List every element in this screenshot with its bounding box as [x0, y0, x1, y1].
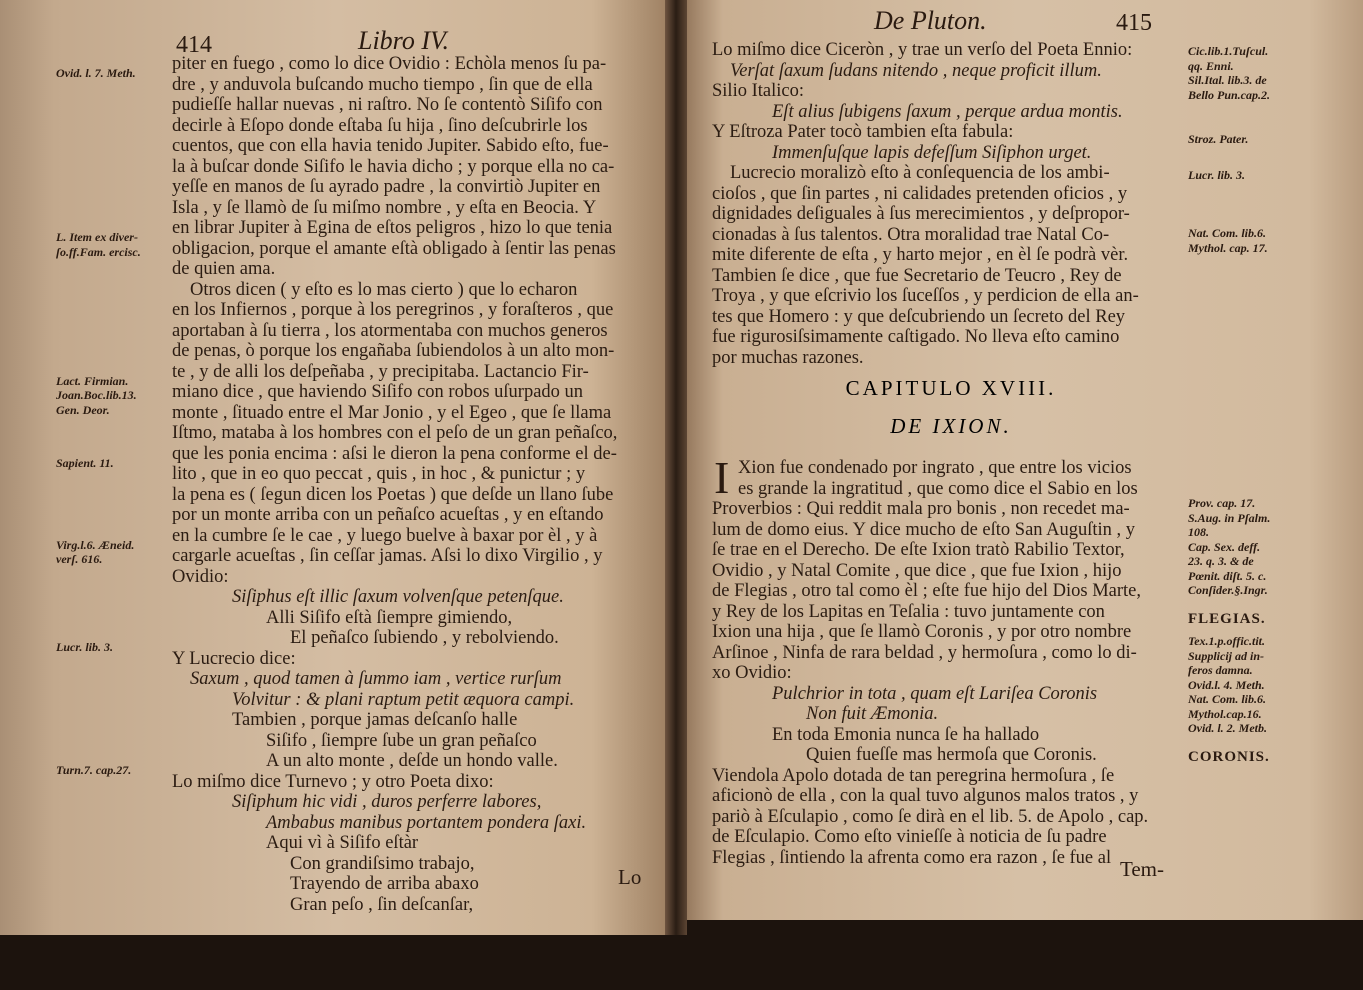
- text-line: Xion fue condenado por ingrato , que entre los vicios: [738, 458, 1132, 478]
- text-line: mite diferente de eſta , y harto mejor , en èl ſe podrà vèr.: [712, 245, 1129, 265]
- right-body-text-bottom: [712, 452, 1190, 868]
- text-line: Isla , y ſe llamò de ſu miſmo nombre , y eſta en Beocia. Y: [172, 197, 597, 218]
- text-line: Ovidio , y Natal Comite , que dice , que fue Ixion , hijo: [712, 560, 1122, 581]
- text-line: Immenſuſque lapis defeſſum Siſiphon urget.: [772, 142, 1092, 163]
- text-line: cargarle acueſtas , ſin ceſſar jamas. Aſsi lo dixo Virgilio , y: [172, 546, 603, 566]
- text-line: Tambien ſe dice , que fue Secretario de Teucro , Rey de: [712, 265, 1122, 286]
- text-line: monte , ſituado entre el Mar Jonio , y el Egeo , que ſe llama: [172, 402, 612, 423]
- text-line: pudieſſe hallar nuevas , ni raſtro. No ſe contentò Siſifo con: [172, 95, 603, 115]
- text-line: Lo miſmo dice Turnevo ; y otro Poeta dixo:: [172, 771, 494, 792]
- text-line: que les ponia encima : aſsi le dieron la pena conforme el de-: [172, 443, 617, 464]
- text-line: la pena es ( ſegun dicen los Poetas ) que deſde un llano ſube: [172, 484, 614, 505]
- text-line: Tambien , porque jamas deſcanſo halle: [232, 710, 518, 730]
- left-running-head: Libro IV.: [358, 26, 450, 55]
- text-line: de Flegias , otro tal como èl ; eſte fue hijo del Dios Marte,: [712, 581, 1141, 601]
- text-line: Proverbios : Qui reddit mala pro bonis , non recedet ma-: [712, 499, 1130, 519]
- text-line: miano dice , que haviendo Siſifo con robos uſurpado un: [172, 382, 584, 402]
- right-catchword: Tem-: [1120, 857, 1165, 881]
- text-line: lito , que in eo quo peccat , quis , in hoc , & punictur ; y: [172, 464, 586, 484]
- margin-note: Stroz. Pater.: [1188, 132, 1249, 146]
- margin-note: Cic.lib.1.Tuſcul. qq. Enni. Sil.Ital. lib.3. de Bello Pun.cap.2.: [1188, 44, 1271, 102]
- text-line: Volvitur : & plani raptum petit æquora campi.: [232, 689, 575, 710]
- text-line: En toda Emonia nunca ſe ha hallado: [772, 724, 1040, 745]
- text-line: te , y de alli los deſpeñaba , y precipitaba. Lactancio Fir-: [172, 361, 589, 382]
- margin-note: Tex.1.p.offic.tit. Supplicij ad in- feros damna. Ovid.l. 4. Meth. Nat. Com. lib.6. Mythol.cap.16. Ovid. l. 2. Metb.: [1188, 634, 1267, 735]
- right-page: [682, 0, 1363, 920]
- text-line: Siſifo , ſiempre ſube un gran peñaſco: [266, 730, 537, 751]
- text-line: aficionò de ella , con la qual tuvo algunos malos tratos , y: [712, 786, 1139, 806]
- text-line: y Rey de los Lapitas en Teſalia : tuvo juntamente con: [712, 601, 1105, 622]
- text-line: Siſiphum hic vidi , duros perferre labores,: [232, 792, 542, 812]
- text-line: Trayendo de arriba abaxo: [290, 874, 479, 894]
- text-line: Viendola Apolo dotada de tan peregrina hermoſura , ſe: [712, 765, 1115, 786]
- text-line: cuentos, que con ella havia tenido Jupiter. Sabido eſto, fue-: [172, 136, 609, 156]
- text-line: Quien fueſſe mas hermoſa que Coronis.: [806, 745, 1097, 765]
- text-line: Arſinoe , Ninfa de rara beldad , y hermoſura , como lo di-: [712, 642, 1137, 663]
- text-line: Non fuit Æmonia.: [806, 704, 939, 724]
- text-line: Silio Italico:: [712, 81, 804, 101]
- right-page-number: 415: [1116, 10, 1152, 36]
- text-line: por un monte arriba con un peñaſco acueſtas , y en eſtando: [172, 505, 604, 525]
- text-line: Ixion una hija , que ſe llamò Coronis , y por otro nombre: [712, 622, 1132, 642]
- text-line: cioſos , que ſin partes , ni calidades pretenden oficios , y: [712, 183, 1128, 204]
- text-line: de penas, ò porque los engañaba ſubiendolos à un alto mon-: [172, 341, 615, 361]
- chapter-subtitle: DE IXION.: [890, 414, 1012, 438]
- margin-note: L. Item ex diver- ſo.ff.Fam. ercisc.: [56, 230, 141, 259]
- text-line: pariò à Eſculapio , como ſe dirà en el lib. 5. de Apolo , cap.: [712, 806, 1149, 827]
- text-line: Gran peſo , ſin deſcanſar,: [290, 894, 474, 915]
- text-line: Y Eſtroza Pater tocò tambien eſta fabula:: [712, 122, 1014, 142]
- margin-note: Lact. Firmian. Joan.Boc.lib.13. Gen. Deor.: [56, 373, 137, 417]
- text-line: Verſat ſaxum ſudans nitendo , neque proficit illum.: [730, 60, 1102, 81]
- text-line: Eſt alius ſubigens ſaxum , perque ardua montis.: [772, 101, 1123, 122]
- text-line: El peñaſco ſubiendo , y rebolviendo.: [290, 628, 559, 648]
- text-line: dignidades deſiguales à ſus merecimientos , y deſpropor-: [712, 204, 1130, 224]
- drop-cap: I: [714, 452, 730, 503]
- left-page: [0, 0, 672, 935]
- text-line: es grande la ingratitud , que como dice el Sabio en los: [738, 478, 1138, 499]
- text-line: de Eſculapio. Como eſto vinieſſe à noticia de ſu padre: [712, 827, 1107, 847]
- text-line: Iſtmo, mataba à los hombres con el peſo de un gran peñaſco,: [172, 423, 618, 443]
- text-line: Ovidio:: [172, 566, 229, 587]
- text-line: yeſſe en manos de ſu ayrado padre , la convirtiò Jupiter en: [172, 177, 601, 197]
- right-running-head: De Pluton.: [874, 6, 987, 35]
- text-line: Saxum , quod tamen à ſummo iam , vertice rurſum: [190, 669, 562, 689]
- text-line: Aqui vì à Siſifo eſtàr: [266, 833, 419, 853]
- margin-note: Turn.7. cap.27.: [56, 763, 132, 777]
- text-line: en los Infiernos , porque à los peregrinos , y foraſteros , que: [172, 300, 614, 320]
- text-line: en librar Jupiter à Egina de eſtos peligros , hizo lo que tenia: [172, 218, 613, 238]
- margin-note: CORONIS.: [1188, 749, 1270, 765]
- text-line: Pulchrior in tota , quam eſt Lariſea Coronis: [772, 683, 1098, 704]
- text-line: en la cumbre ſe le cae , y luego buelve à baxar por èl , y à: [172, 525, 598, 546]
- margin-note: Prov. cap. 17. S.Aug. in Pſalm. 108. Cap. Sex. deff. 23. q. 3. & de Pœnit. diſt. 5. c. Conſider.§.Ingr.: [1188, 496, 1271, 597]
- text-line: fue rigurosiſsimamente caſtigado. No lleva eſto camino: [712, 327, 1120, 347]
- text-line: tes que Homero : y que deſcubriendo un ſecreto del Rey: [712, 306, 1126, 327]
- text-line: Y Lucrecio dice:: [172, 648, 296, 669]
- text-line: la à buſcar donde Siſifo le havia dicho ; y porque ella no ca-: [172, 156, 615, 177]
- left-catchword: Lo: [618, 865, 642, 889]
- right-body-text-top: [712, 40, 1190, 368]
- text-line: de quien ama.: [172, 259, 276, 279]
- margin-note: Ovid. l. 7. Meth.: [56, 66, 136, 80]
- text-line: aportaban à ſu tierra , los atormentaba con muchos generos: [172, 320, 608, 341]
- margin-note: Virg.l.6. Æneid. verſ. 616.: [56, 537, 135, 566]
- text-line: lum de domo eius. Y dice mucho de eſto San Auguſtin , y: [712, 519, 1136, 540]
- background-surface: [0, 935, 1363, 990]
- left-body-text: [172, 54, 640, 915]
- margin-note: Sapient. 11.: [56, 455, 114, 470]
- text-line: Con grandiſsimo trabajo,: [290, 853, 475, 874]
- margin-note: FLEGIAS.: [1188, 611, 1266, 627]
- text-line: cionadas à ſus talentos. Otra moralidad trae Natal Co-: [712, 224, 1110, 245]
- chapter-heading: CAPITULO XVIII.: [845, 376, 1057, 400]
- book-gutter: [665, 0, 687, 935]
- text-line: A un alto monte , deſde un hondo valle.: [266, 751, 558, 771]
- text-line: Siſiphus eſt illic ſaxum volvenſque petenſque.: [232, 587, 564, 607]
- text-line: ſe trae en el Derecho. De eſte Ixion tratò Rabilio Textor,: [712, 540, 1125, 560]
- text-line: Flegias , ſintiendo la afrenta como era razon , ſe fue al: [712, 847, 1112, 868]
- left-page-number: 414: [176, 32, 212, 58]
- text-line: dre , y anduvola buſcando mucho tiempo , ſin que de ella: [172, 74, 593, 95]
- margin-note: Nat. Com. lib.6. Mythol. cap. 17.: [1188, 226, 1268, 255]
- text-line: Otros dicen ( y eſto es lo mas cierto ) que lo echaron: [190, 279, 578, 300]
- text-line: decirle à Eſopo donde eſtaba ſu hija , ſino deſcubrirle los: [172, 115, 588, 136]
- margin-note: Lucr. lib. 3.: [56, 640, 114, 654]
- text-line: Lucrecio moralizò eſto à conſequencia de los ambi-: [730, 163, 1110, 183]
- text-line: piter en fuego , como lo dice Ovidio : Echòla menos ſu pa-: [172, 54, 607, 74]
- text-line: obligacion, porque el amante eſtà obligado à ſentir las penas: [172, 238, 616, 259]
- margin-note: Lucr. lib. 3.: [1188, 168, 1246, 182]
- text-line: Alli Siſifo eſtà ſiempre gimiendo,: [266, 607, 513, 628]
- text-line: xo Ovidio:: [712, 663, 792, 683]
- text-line: por muchas razones.: [712, 347, 864, 368]
- text-line: Lo miſmo dice Ciceròn , y trae un verſo del Poeta Ennio:: [712, 40, 1133, 60]
- text-line: Troya , y que eſcrivio los ſuceſſos , y perdicion de ella an-: [712, 286, 1139, 306]
- text-line: Ambabus manibus portantem pondera ſaxi.: [266, 812, 587, 833]
